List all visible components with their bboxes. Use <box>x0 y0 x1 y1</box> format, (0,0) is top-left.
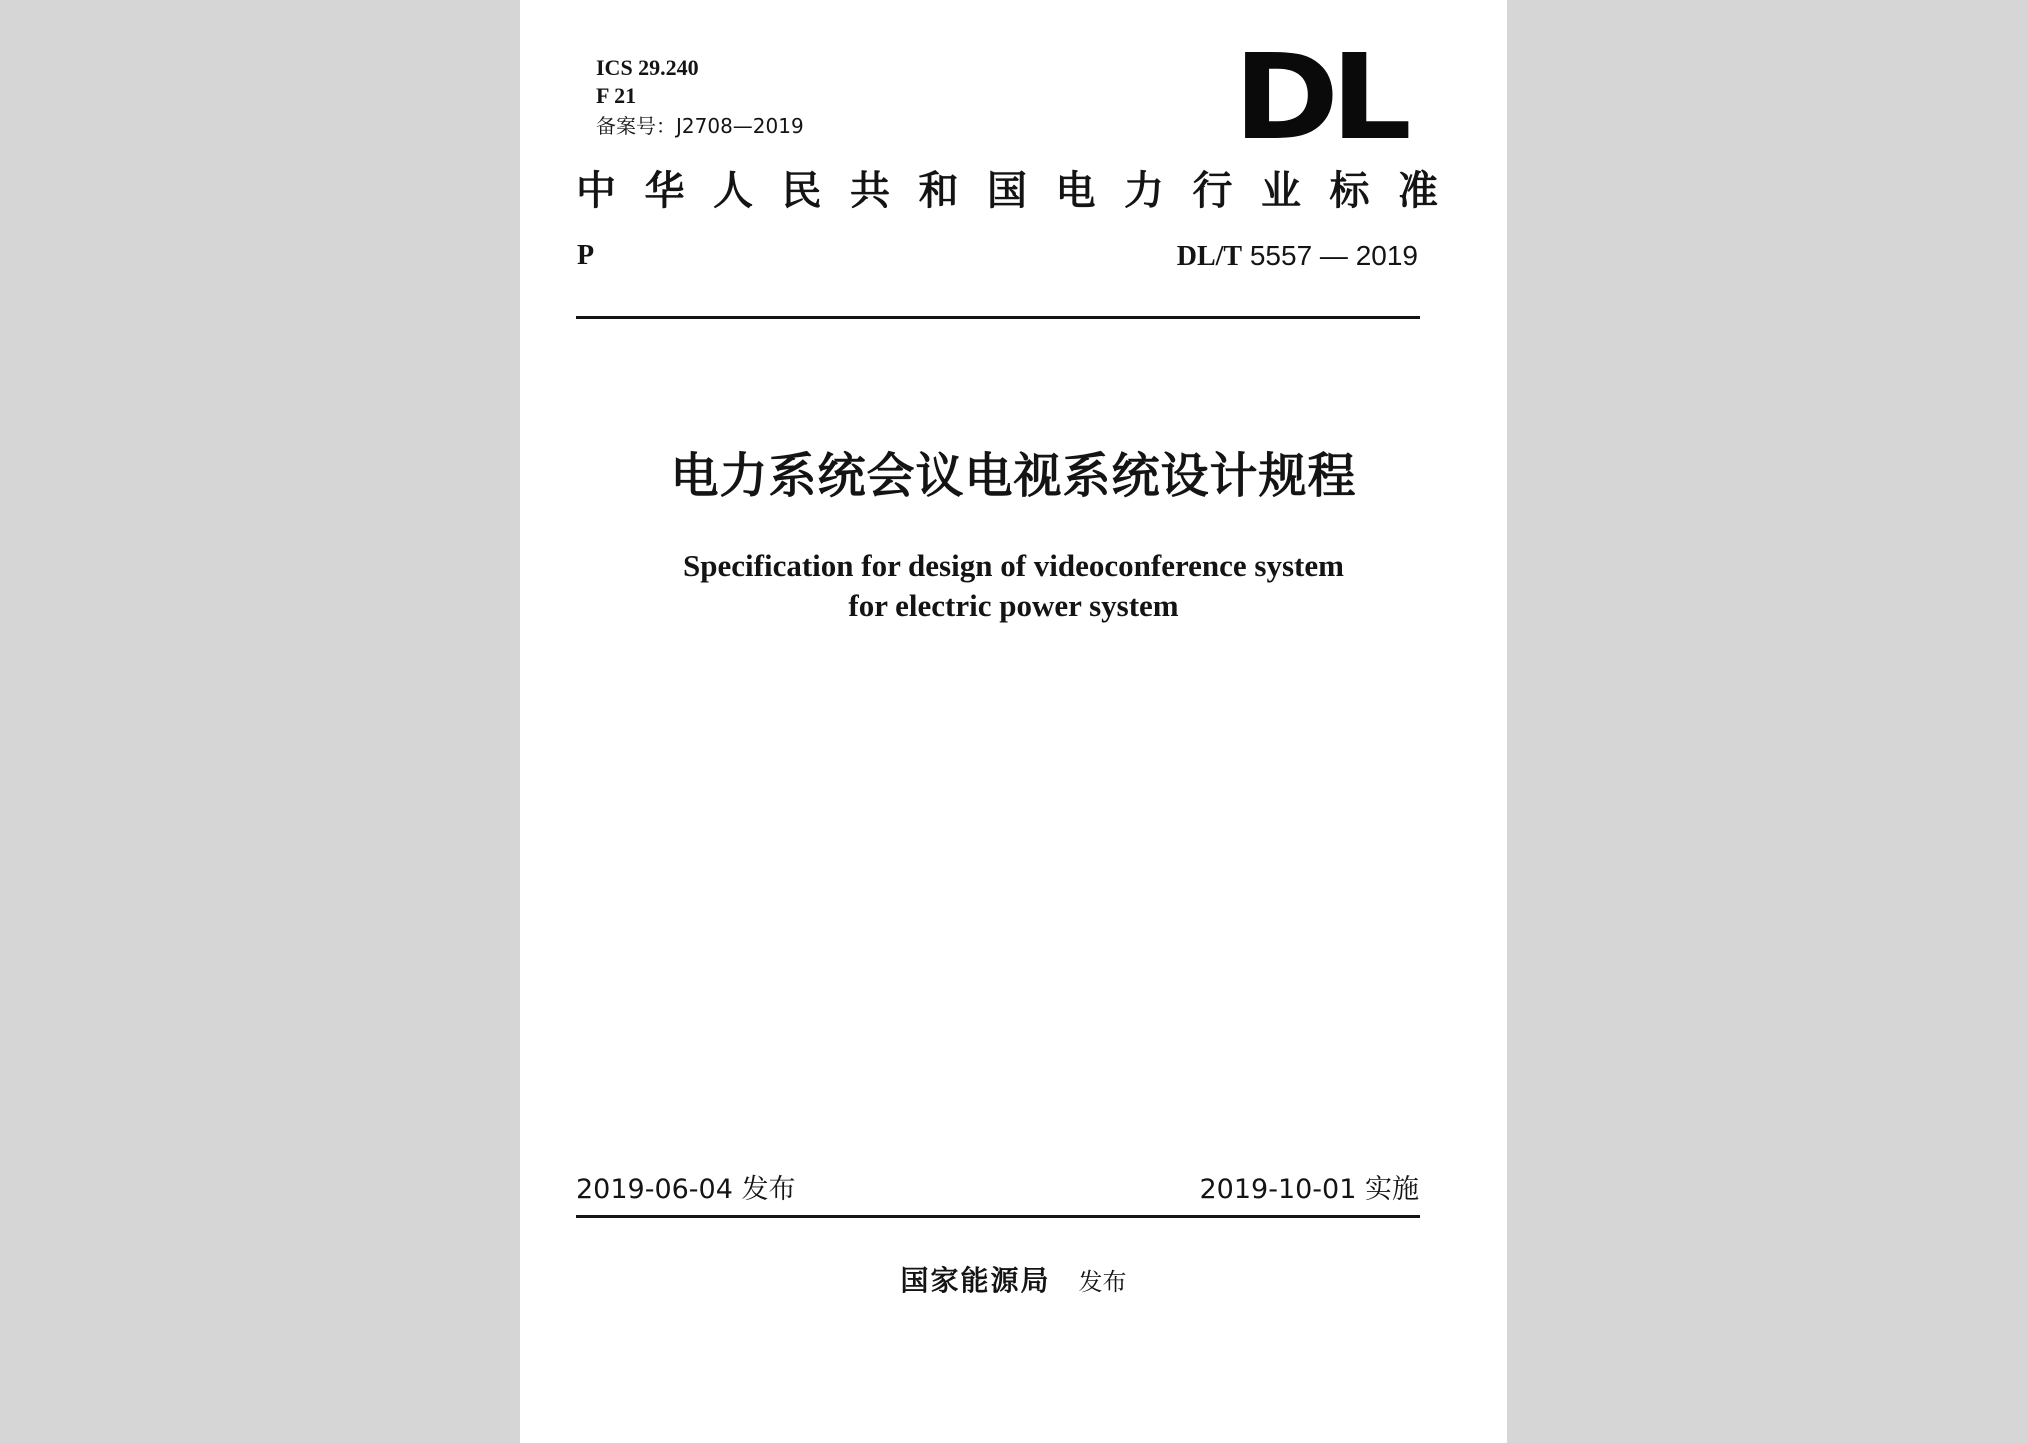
standard-title-char: 电 <box>1055 167 1096 214</box>
document-page <box>520 0 1507 1443</box>
dl-logo: DL <box>1233 28 1403 166</box>
implementation-date: 2019-10-01 实施 <box>1199 1174 1419 1205</box>
standard-title-char: 行 <box>1192 167 1233 214</box>
document-number <box>1177 238 1418 275</box>
standard-type-title <box>576 166 1438 216</box>
standard-title-char: 中 <box>576 167 616 214</box>
document-title-english-line1: Specification for design of videoconference system <box>683 548 1344 583</box>
bottom-divider <box>576 1215 1420 1218</box>
standard-title-char: 共 <box>850 167 890 214</box>
document-title-english-line2: for electric power system <box>848 588 1179 623</box>
classification-code: F 21 <box>596 83 637 108</box>
top-divider <box>576 316 1420 319</box>
issue-date: 2019-06-04 发布 <box>576 1174 796 1205</box>
standard-title-char: 国 <box>987 167 1027 214</box>
document-title-chinese: 电力系统会议电视系统设计规程 <box>670 448 1357 504</box>
standard-title-char: 华 <box>644 167 685 214</box>
standard-title-char: 民 <box>781 167 822 214</box>
standard-title-char: 业 <box>1261 167 1301 214</box>
standard-title-char: 和 <box>918 167 959 214</box>
publisher <box>520 1262 1507 1301</box>
category-code: P <box>577 240 595 271</box>
document-number-prefix: DL/T <box>1176 241 1243 272</box>
standard-title-char: 力 <box>1124 167 1164 214</box>
standard-title-char: 人 <box>713 167 753 214</box>
ics-code: ICS 29.240 <box>596 55 699 80</box>
record-number: 备案号：J2708—2019 <box>596 114 804 138</box>
standard-title-char: 准 <box>1398 167 1438 214</box>
publisher-organization: 国家能源局 <box>900 1264 1051 1297</box>
publisher-action: 发布 <box>1078 1268 1127 1296</box>
standard-title-char: 标 <box>1329 167 1370 214</box>
document-number-value: 5557 — 2019 <box>1249 240 1418 271</box>
